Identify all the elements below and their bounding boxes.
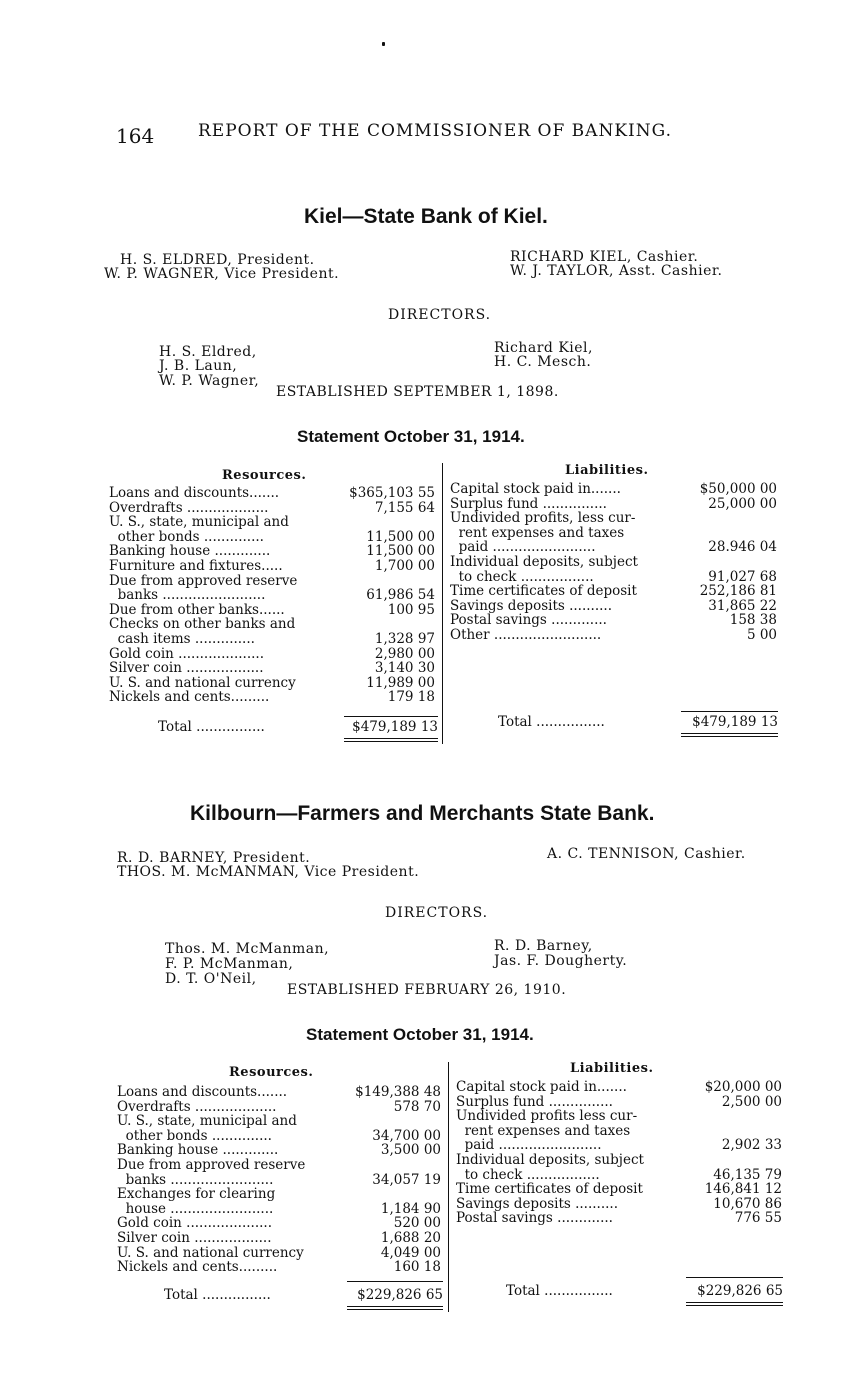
total-value: $479,189 13 <box>692 714 778 730</box>
ledger-label: Gold coin .................... <box>109 645 264 662</box>
ledger-label: Banking house ............. <box>109 543 271 560</box>
director: F. P. McManman, <box>165 956 294 972</box>
ledger-label: Exchanges for clearing <box>117 1186 276 1203</box>
ledger-label: Other ......................... <box>450 627 602 643</box>
double-rule <box>686 1305 783 1306</box>
ledger-label: Postal savings ............. <box>450 612 607 629</box>
ledger-value: 776 55 <box>734 1210 782 1227</box>
ledger-label: U. S. and national currency <box>109 674 296 691</box>
ledger-value: 1,688 20 <box>380 1230 441 1246</box>
ledger-label: other bonds .............. <box>109 528 264 545</box>
director: Jas. F. Dougherty. <box>494 953 628 969</box>
ledger-label: to check ................. <box>456 1166 600 1183</box>
ledger-value: 11,989 00 <box>366 674 435 691</box>
ledger-value: 1,700 00 <box>374 558 435 574</box>
ledger-value: 11,500 00 <box>366 528 435 545</box>
director: Thos. M. McManman, <box>165 941 330 957</box>
liabilities-heading: Liabilities. <box>565 463 649 478</box>
ledger-value: $50,000 00 <box>699 481 777 497</box>
ledger-value: 10,670 86 <box>713 1195 782 1212</box>
report-title: REPORT OF THE COMMISSIONER OF BANKING. <box>198 121 672 141</box>
ledger-label: banks ........................ <box>117 1171 274 1188</box>
ledger-value: 1,184 90 <box>380 1200 441 1217</box>
ledger-label: Time certificates of deposit <box>456 1181 643 1198</box>
ledger-value: 578 70 <box>393 1098 441 1115</box>
ledger-value: 158 38 <box>729 612 777 629</box>
ledger-label: paid ........................ <box>456 1137 602 1154</box>
total-label: Total ................ <box>498 714 605 730</box>
ledger-value: 146,841 12 <box>704 1181 782 1198</box>
resources-heading: Resources. <box>229 1065 314 1080</box>
ledger-label: banks ........................ <box>109 587 266 604</box>
established-date: ESTABLISHED SEPTEMBER 1, 1898. <box>276 384 559 400</box>
director: W. P. Wagner, <box>159 373 260 389</box>
ledger-label: Silver coin .................. <box>109 660 264 677</box>
total-value: $229,826 65 <box>697 1283 783 1299</box>
column-divider <box>442 463 443 744</box>
ledger-value: 34,057 19 <box>372 1171 441 1188</box>
total-rule <box>347 1281 443 1282</box>
ledger-label: Postal savings ............. <box>456 1210 613 1227</box>
ledger-label: Due from other banks...... <box>109 601 285 618</box>
ledger-label: house ........................ <box>117 1200 274 1217</box>
total-value: $229,826 65 <box>357 1287 443 1303</box>
ledger-label: Silver coin .................. <box>117 1230 272 1246</box>
double-rule <box>347 1306 443 1307</box>
ledger-label: Due from approved reserve <box>117 1157 306 1173</box>
ledger-label: Overdrafts ................... <box>117 1098 277 1115</box>
ledger-label: Gold coin .................... <box>117 1215 272 1232</box>
ledger-label: Nickels and cents......... <box>109 689 270 706</box>
ledger-label: Surplus fund ............... <box>450 495 607 512</box>
ink-speck <box>382 42 385 46</box>
ledger-value: $20,000 00 <box>704 1079 782 1095</box>
double-rule <box>344 741 438 742</box>
officer-vice-president: W. P. WAGNER, Vice President. <box>104 266 340 282</box>
liabilities-heading: Liabilities. <box>570 1061 654 1076</box>
ledger-value: 34,700 00 <box>372 1127 441 1144</box>
ledger-label: Individual deposits, subject <box>450 554 638 570</box>
ledger-label: U. S. and national currency <box>117 1244 304 1261</box>
ledger-label: Individual deposits, subject <box>456 1152 644 1168</box>
ledger-value: 3,140 30 <box>374 660 435 677</box>
double-rule <box>347 1309 443 1310</box>
ledger-label: Overdrafts ................... <box>109 499 269 516</box>
ledger-label: Capital stock paid in....... <box>450 481 621 497</box>
ledger-label: paid ........................ <box>450 539 596 556</box>
ledger-value: 5 00 <box>746 627 777 643</box>
ledger-value: 252,186 81 <box>699 583 777 600</box>
ledger-value: 2,500 00 <box>721 1093 782 1110</box>
ledger-label: U. S., state, municipal and <box>117 1113 297 1130</box>
total-label: Total ................ <box>506 1283 613 1299</box>
double-rule <box>344 738 438 739</box>
ledger-value: 4,049 00 <box>380 1244 441 1261</box>
ledger-label: to check ................. <box>450 568 594 585</box>
ledger-label: cash items .............. <box>109 631 255 647</box>
ledger-value: 46,135 79 <box>713 1166 782 1183</box>
ledger-value: 28.946 04 <box>708 539 777 556</box>
ledger-label: Loans and discounts....... <box>109 485 280 501</box>
director: J. B. Laun, <box>159 358 238 374</box>
ledger-label: Capital stock paid in....... <box>456 1079 627 1095</box>
ledger-value: 179 18 <box>387 689 435 706</box>
resources-heading: Resources. <box>222 468 307 483</box>
directors-heading: DIRECTORS. <box>388 307 492 323</box>
director: H. C. Mesch. <box>494 354 592 370</box>
ledger-value: 3,500 00 <box>380 1142 441 1159</box>
ledger-label: Loans and discounts....... <box>117 1084 288 1100</box>
ledger-value: 1,328 97 <box>374 631 435 647</box>
ledger-label: Time certificates of deposit <box>450 583 637 600</box>
ledger-label: Surplus fund ............... <box>456 1093 613 1110</box>
total-rule <box>344 716 438 717</box>
ledger-label: Undivided profits less cur- <box>456 1108 638 1125</box>
ledger-label: Savings deposits .......... <box>450 597 612 614</box>
ledger-label: Nickels and cents......... <box>117 1259 278 1276</box>
ledger-value: 520 00 <box>393 1215 441 1232</box>
ledger-value: $149,388 48 <box>355 1084 441 1100</box>
statement-heading: Statement October 31, 1914. <box>297 427 525 446</box>
ledger-value: 2,902 33 <box>721 1137 782 1154</box>
ledger-value: $365,103 55 <box>349 485 435 501</box>
ledger-value: 31,865 22 <box>708 597 777 614</box>
ledger-label: Banking house ............. <box>117 1142 279 1159</box>
page-number: 164 <box>116 124 155 148</box>
bank-title: Kiel—State Bank of Kiel. <box>304 205 548 228</box>
director: R. D. Barney, <box>494 938 593 954</box>
officer-president: H. S. ELDRED, President. <box>120 252 315 268</box>
director: D. T. O'Neil, <box>165 971 257 987</box>
total-rule <box>681 711 778 712</box>
director: Richard Kiel, <box>494 340 593 356</box>
ledger-label: Furniture and fixtures..... <box>109 558 283 574</box>
officer-asst-cashier: W. J. TAYLOR, Asst. Cashier. <box>510 263 723 279</box>
officer-president: R. D. BARNEY, President. <box>117 850 311 866</box>
total-value: $479,189 13 <box>352 719 438 735</box>
officer-cashier: RICHARD KIEL, Cashier. <box>510 249 699 265</box>
ledger-value: 160 18 <box>393 1259 441 1276</box>
ledger-label: rent expenses and taxes <box>450 524 625 541</box>
statement-heading: Statement October 31, 1914. <box>306 1025 534 1044</box>
ledger-label: Undivided profits, less cur- <box>450 510 636 527</box>
total-rule <box>686 1277 783 1278</box>
ledger-label: Savings deposits .......... <box>456 1195 618 1212</box>
ledger-value: 11,500 00 <box>366 543 435 560</box>
ledger-label: Due from approved reserve <box>109 572 298 589</box>
double-rule <box>686 1302 783 1303</box>
ledger-value: 25,000 00 <box>708 495 777 512</box>
officer-vice-president: THOS. M. McMANMAN, Vice President. <box>117 864 420 880</box>
ledger-value: 2,980 00 <box>374 645 435 662</box>
officer-cashier: A. C. TENNISON, Cashier. <box>547 846 746 862</box>
director: H. S. Eldred, <box>159 344 257 360</box>
double-rule <box>681 733 778 734</box>
total-label: Total ................ <box>158 719 265 735</box>
established-date: ESTABLISHED FEBRUARY 26, 1910. <box>287 982 567 998</box>
ledger-label: Checks on other banks and <box>109 616 296 633</box>
ledger-label: other bonds .............. <box>117 1127 272 1144</box>
ledger-value: 100 95 <box>387 601 435 618</box>
directors-heading: DIRECTORS. <box>385 905 489 921</box>
ledger-value: 61,986 54 <box>366 587 435 604</box>
bank-title: Kilbourn—Farmers and Merchants State Bank. <box>190 802 655 825</box>
ledger-label: rent expenses and taxes <box>456 1122 631 1139</box>
column-divider <box>448 1062 449 1312</box>
ledger-label: U. S., state, municipal and <box>109 514 289 531</box>
double-rule <box>681 736 778 737</box>
total-label: Total ................ <box>164 1287 271 1303</box>
ledger-value: 91,027 68 <box>708 568 777 585</box>
ledger-value: 7,155 64 <box>374 499 435 516</box>
